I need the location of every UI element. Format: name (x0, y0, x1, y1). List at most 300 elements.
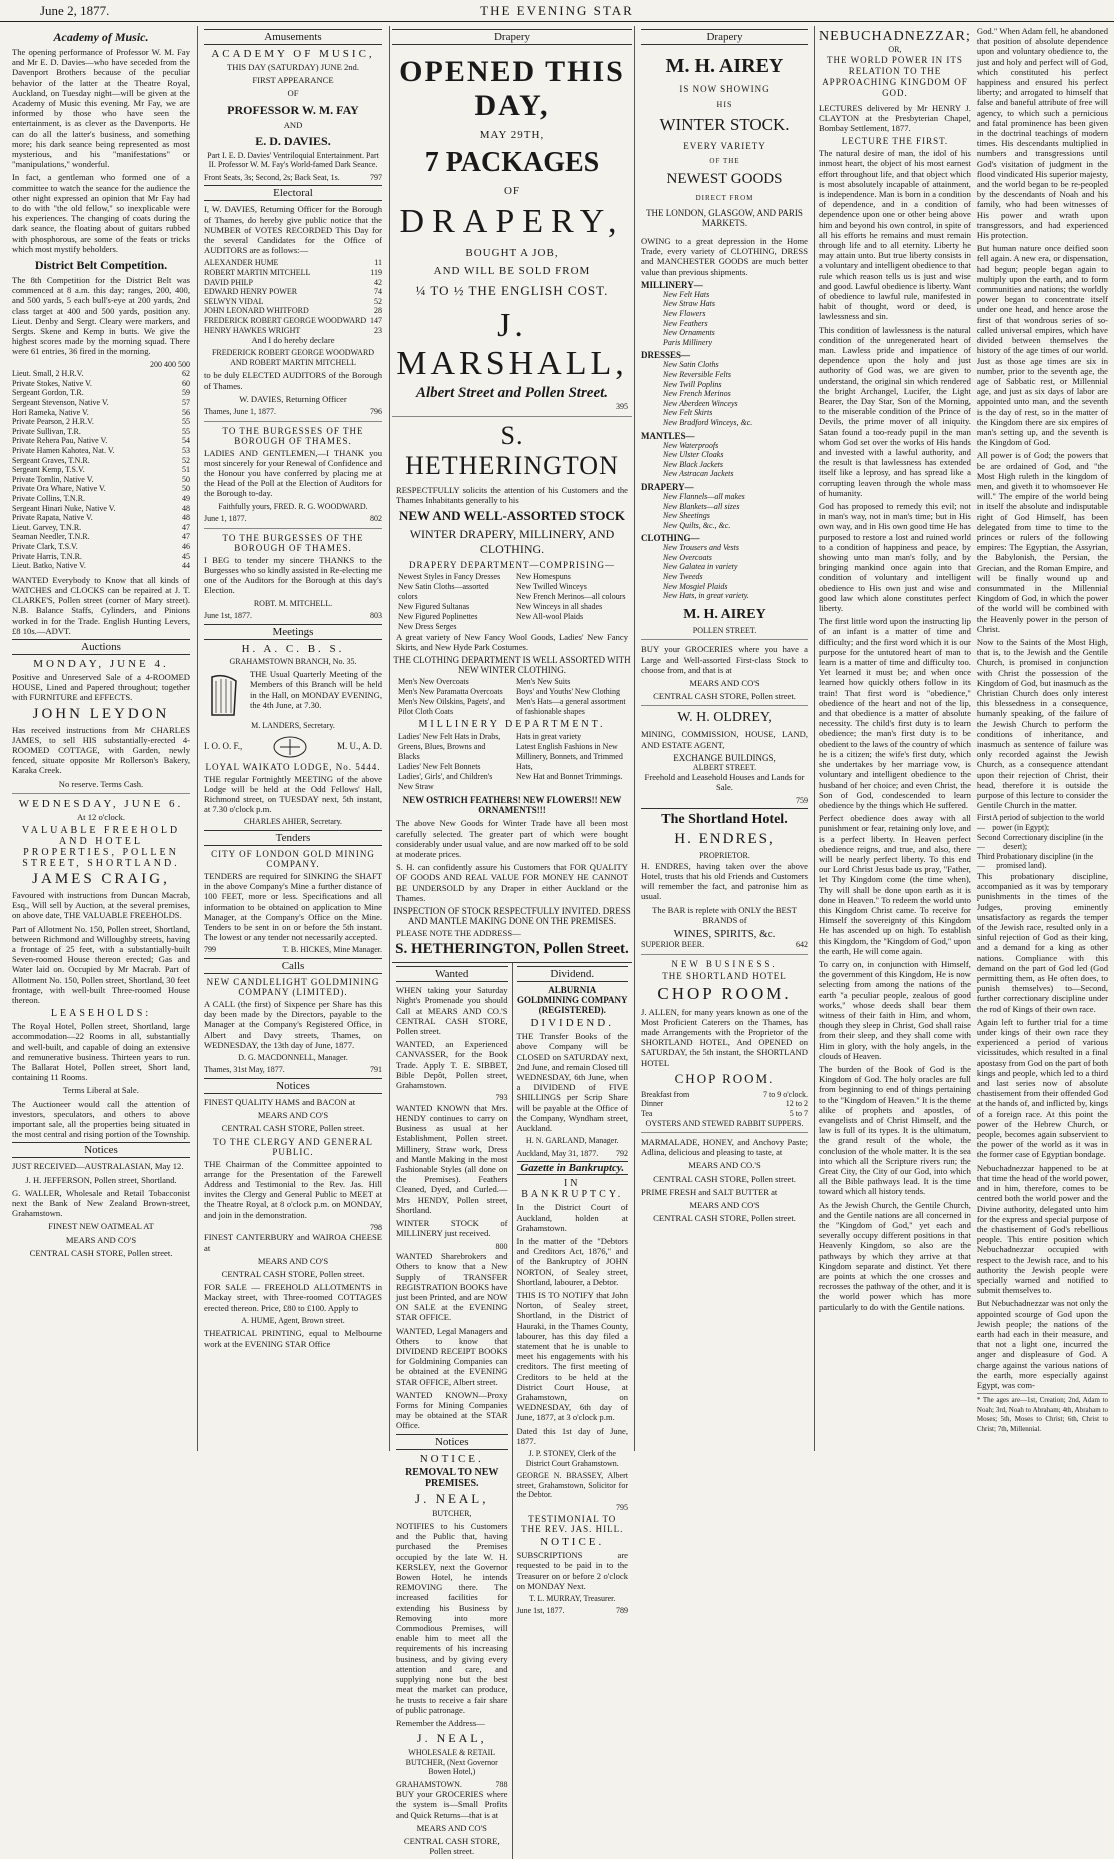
winter-heading: WINTER DRAPERY, MILLINERY, AND CLOTHING. (409, 527, 615, 556)
dept-item: New All-wool Plaids (516, 612, 584, 621)
wanted-heading: Wanted (396, 966, 508, 982)
central-store-2: CENTRAL CASH STORE, Pollen street. (653, 1173, 796, 1184)
score-row: Sergeant Hinari Nuke, Native V. 48 (12, 503, 190, 513)
matter-text: In the matter of the "Debtors and Creditors Act, 1876," and of the Bankruptcy of JOHN NORTON, of Sealey street, Shortland, labourer, a Debtor. (516, 1235, 628, 1287)
professor-name: PROFESSOR W. M. FAY (227, 102, 359, 117)
clothing-list (392, 677, 632, 717)
hams-advert: FINEST QUALITY HAMS and BACON at (204, 1097, 356, 1108)
meal-times (641, 1090, 808, 1119)
in-bankruptcy: IN BANKRUPTCY. (521, 1178, 624, 1201)
divider (641, 639, 808, 640)
divider (641, 1132, 808, 1133)
airey-item: New Straw Hats (663, 299, 716, 309)
nebu-title: NEBUCHADNEZZAR; (819, 29, 971, 44)
airey-item: New Flowers (663, 309, 706, 318)
june1st-line-2: June 1st, 1877. 789 (516, 1606, 628, 1616)
central-store: CENTRAL CASH STORE, Pollen street. (653, 691, 796, 702)
clothing-item: Men's New Suits (516, 677, 571, 687)
score-row: Private Collins, T.N.R. 49 (12, 494, 190, 503)
lecture-left (819, 26, 971, 1437)
neal-notice: NOTIFIES to his Customers and the Public that, having purchased the Premises occupied by the late W. H. KERSLEY, next the Governor Bowen Hotel, he intends REMOVING there. The increased facilities for extending his Business by Removing into more Commodious Premises, will enable him to meet all the requirements of his increasing business, and by giving every attention and care, and supplying none but the best meat the market can produce, he trusts to receive a fair share of public patronage. (396, 1521, 508, 1715)
divider (12, 793, 190, 794)
score-row: Private Tomlin, Native V. 50 (12, 474, 190, 484)
period-row: Third— Probationary discipline (in the promised land). (976, 851, 1094, 871)
allen-notice: J. ALLEN, for many years known as one of the Most Proficient Caterers on the Thames, has made Arrangements with the Proprietor of the SHORTLAND HOTEL, And OPENED on SATURDAY, the 5th instant, the SHORTLAND HOTEL (641, 1006, 808, 1068)
drapery-headline: DRAPERY, (399, 203, 625, 240)
burgess-heading-1: TO THE BURGESSES OF THE BOROUGH OF THAMES. (222, 425, 364, 446)
thames-date-line: Thames, June 1, 1877. 796 (204, 406, 382, 416)
num759: 759 (796, 795, 808, 805)
lodge-title: LOYAL WAIKATO LODGE, No. 5444. (205, 761, 381, 772)
score-row: Private Clark, T.S.V. 46 (12, 541, 190, 551)
every-variety: EVERY VARIETY (683, 141, 766, 151)
airey-category: DRESSES— (641, 350, 691, 361)
hacb-notice: THE Usual Quarterly Meeting of the Members of this Branch will be held in the Hall, on MONDAY EVENING, the 4th June, at 7.30. (250, 669, 382, 710)
dept-item: New Homespuns (516, 572, 571, 581)
airey-name: M. H. AIREY (665, 55, 784, 77)
beg-notice: I BEG to tender my sincere THANKS to the Burgesses who so kindly assisted in Re-electing me one of the Auditors for the Borough at this day's Election. (204, 554, 382, 596)
airey-item: New Quilts, &c., &c. (663, 520, 731, 530)
dividend-column (513, 963, 633, 1859)
airey-lists (641, 280, 808, 601)
davies-name: E. D. DAVIES. (255, 133, 331, 148)
music-article: The opening performance of Professor W. M. Fay and Mr E. D. Davies—who have seceded from the Davenport Brothers because of the peculiar behavior of the latter at the Theatre Royal, Auckland, on Tuesday night—will be given at the Academy of Music this evening. Mr Fay, we are informed by those who have seen the entertainment, is as clever as the Davenports. He can do all the latter's business, and something more; his dark seance being represented as most mysterious, and his "manifestations" or "manipulations," wonderful. (12, 47, 190, 170)
meetings-heading: Meetings (204, 624, 382, 640)
waller-advert: G. WALLER, Wholesale and Retail Tobacconist next the Bank of New Zealand Brown-street, Grahamstown. (12, 1187, 190, 1219)
mears-name-3: MEARS AND CO'S (689, 1200, 760, 1211)
will-text: AND WILL BE SOLD FROM (433, 265, 591, 277)
meal-row: Breakfast from 7 to 9 o'clock. (641, 1089, 808, 1099)
column-1 (8, 26, 194, 1451)
dept-item: Newest Styles in Fancy Dresses (398, 572, 501, 581)
lecture-p15: Nebuchadnezzar happened to be at that time the head of the world power, and in him, therefore, comes to be centred both the world power and the Divine authority, delegated unto him for the express and special purpose of the chastisement of God's rebellious people. This entire position which Nebuchadnezzar occupied with respect to the Jewish race, and to his authority the Jewish people were specially warned and notified to submit themselves to. (976, 1162, 1108, 1296)
endres-notice: H. ENDRES, having taken over the above Hotel, trusts that his old Friends and Customers will remember the fact, and patronise him as usual. (641, 860, 808, 902)
electoral-heading: Electoral (204, 185, 382, 201)
his-text: HIS (716, 100, 733, 109)
grahamstown-line: GRAHAMSTOWN. 788 (396, 1779, 508, 1789)
column-5 (637, 26, 812, 1451)
column-rule (197, 26, 198, 1451)
airey-category: DRAPERY— (641, 481, 694, 492)
owing-text: OWING to a great depression in the Home Trade, every variety of CLOTHING, DRESS and MANCHESTER GOODS are much better value than previous shipments. (641, 236, 808, 277)
dept-item: New Winceys in all shades (516, 602, 603, 611)
newspaper-title: THE EVENING STAR (480, 3, 634, 18)
oysters-text: OYSTERS AND STEWED RABBIT SUPPERS. (645, 1118, 804, 1128)
central-store: CENTRAL CASH STORE, Pollen street. (403, 1836, 500, 1857)
amusements-heading: Amusements (204, 29, 382, 45)
music-heading: Academy of Music. (53, 30, 149, 44)
chop-room: CHOP ROOM. (657, 983, 792, 1003)
score-row: Private Rehera Pau, Native V. 54 (12, 436, 190, 446)
airey-item: New Waterproofs (663, 440, 719, 450)
score-row: Private Pearson, 2 H.R.V. 55 (12, 417, 190, 427)
score-row: Private Hamen Kahotea, Nat. V. 53 (12, 446, 190, 456)
lectures-intro: LECTURES delivered by Mr HENRY J. CLAYTON at the Presbyterian Chapel, Bombay Settlement, 1877. (819, 102, 971, 133)
davies-signature: W. DAVIES, Returning Officer (239, 393, 347, 404)
clothing-dept: THE CLOTHING DEPARTMENT IS WELL ASSORTED WITH NEW WINTER CLOTHING. (393, 655, 631, 676)
lecture-p14: Again left to further trial for a time under kings of their own race they experienced a period of various vicissitudes, which resulted in a final apostasy from God on the part of both kings and people, which led to a third and last series now of absolute chastisement from their offended God at the hands of, and inflicted by, kings of a foreign race. At this point the power of the Hebrew Church, or people, becomes again subservient to the power of the world as it was in the former case of Egyptian bondage. (976, 1016, 1108, 1160)
dated-text: Dated this 1st day of June, 1877. (516, 1425, 628, 1446)
landers-signature: M. LANDERS, Secretary. (251, 721, 335, 731)
score-row: Private Harris, T.N.R. 45 (12, 551, 190, 561)
bankruptcy-notice: THIS IS TO NOTIFY that John Norton, of Sealey street, Shortland, in the District of Hauraki, in the Thames County, labourer, has this day filed a statement that he is unable to meet his engagements with his creditors. The first meeting of Creditors to be held at the District Court House, at Grahamstown, on WEDNESDAY, 6th day of June, 1877, at 3 o'clock p.m. (516, 1289, 628, 1423)
declare-text: And I do hereby declare (251, 335, 335, 346)
vote-row: ROBERT MARTIN MITCHELL 119 (204, 268, 382, 278)
mears-name-2: MEARS AND CO.'S (688, 1160, 761, 1171)
belt-heading: District Belt Competition. (34, 258, 168, 273)
mears-name-2: MEARS AND CO'S (257, 1255, 329, 1266)
groceries-advert: BUY your GROCERIES where you have a Large and Well-assorted First-class Stock to choose from, and that is at (641, 644, 808, 675)
notices-heading: Notices (12, 1142, 190, 1158)
mears-name: MEARS AND CO'S (65, 1234, 137, 1245)
bought-text: BOUGHT A JOB, (465, 247, 559, 259)
airey-item: New Sheetings (663, 511, 710, 521)
central-store-3: CENTRAL CASH STORE, Pollen street. (653, 1213, 796, 1224)
central-store-2: CENTRAL CASH STORE, Pollen street. (221, 1269, 365, 1280)
harp-icon (204, 671, 244, 719)
endres-name: H. ENDRES, (674, 831, 775, 848)
masthead (0, 0, 1114, 22)
goods-text: The above New Goods for Winter Trade have all been most carefully selected. The greater part of which were bought considerably under usual value, and are now marked off to be sold at moderate prices. (396, 818, 628, 860)
vote-row: SELWYN VIDAL 52 (204, 296, 382, 306)
confident-text: S. H. can confidently assure his Customers that FOR QUALITY OF GOODS AND REAL VALUE FOR MONEY HE CANNOT BE UNDERSOLD by any Draper in either Auckland or the Thames. (396, 862, 628, 903)
leaseholds-text: The Royal Hotel, Pollen street, Shortland, large accommodation—22 Rooms in all, substantially and well-built, and capable of doing an extensive and remunerative business. Thirteen years to run. The Ballarat Hotel, Pollen street, Short land, containing 11 Rooms. (12, 1021, 190, 1083)
remember-text: Remember the Address— (396, 1717, 485, 1728)
airey-item: New Trousers and Vests (663, 543, 739, 553)
scores-header: 200 400 500 (150, 359, 190, 369)
divider (641, 705, 808, 706)
subscriptions-notice: SUBSCRIPTIONS are requested to be paid in to the Treasurer on or before 2 o'clock on MONDAY Next. (516, 1550, 628, 1591)
vote-row: JOHN LEONARD WHITFORD 28 (204, 306, 382, 316)
airey-item: New Felt Skirts (663, 408, 713, 418)
direct-from: DIRECT FROM (695, 194, 754, 202)
lecture-p3: God has proposed to remedy this evil; not in man's way, not in man's time; but in His own way, and in His own good time He has purposed to restore a lost and ruined world to a condition of happiness and peace, by showing unto man man's folly, and by bringing mankind once again into that condition of voluntary and intelligent obedience to His own just and wise and good law which alone constitutes perfect liberty. (819, 501, 971, 614)
millinery-list-right (516, 732, 626, 792)
millinery-item: Hats in great variety (516, 732, 582, 742)
lodge-notice: THE regular Fortnightly MEETING of the above Lodge will be held at the Odd Fellows' Hall, Richmond street, on TUESDAY next, 5th instant, at 7.30 o'clock p.m. (204, 773, 382, 815)
gazette-heading: Gazette in Bankruptcy. (517, 1161, 629, 1175)
craig-allotments: Part of Allotment No. 150, Pollen street, Shortland, between Richmond and Willoughby streets, having a frontage of 25 feet, with a substantially-built Seven-roomed House thereon erected; Gas and Water laid on. Occupied by Mr Macrab. Part of Allotment No. 150, Pollen street, Shortland, 30 feet frontage, with well-built Three-roomed House thereon. (12, 923, 190, 1006)
dept-item: New Figured Sultanas (398, 602, 470, 611)
lecture-right (977, 26, 1108, 1437)
dept-list-right (516, 572, 626, 632)
wanted-1: WHEN taking your Saturday Night's Promenade you should Call at MEARS AND CO.'S CENTRAL CASH STORE, Pollen street. (396, 985, 508, 1037)
millinery-item: Ladies' New Felt Bonnets (398, 762, 481, 772)
packages-headline: 7 PACKAGES (424, 147, 600, 178)
craig-advert: Favoured with instructions from Duncan Macrab, Esq., Will sell by Auction, at the several premises, on above date, THE VALUABLE FREEHOLDS. (12, 890, 190, 921)
clothing-item: Men's New Oilskins, Pagets', and Pilot Cloth Coats (398, 697, 505, 717)
notice-title-2: NOTICE. (540, 1536, 605, 1549)
score-row: Sergeant Kemp, T.S.V. 51 (12, 465, 190, 475)
music-article-cont: In fact, a gentleman who formed one of a committee to watch the seance for the audience the other night expressed an opinion that Mr Fay had to do with "the old fellow," so inexplicable were his experiences. The changing of coats during the dark seance, the floating about of guitars rubbed with phosphorous, are some of the feats or tricks which most mystify beholders. (12, 172, 190, 254)
divider (204, 528, 382, 529)
ahier-signature: CHARLES AHIER, Secretary. (243, 817, 343, 827)
airey-item: New Astracan Jackets (663, 469, 734, 479)
hacb-title: H. A. C. B. S. (241, 642, 345, 655)
may-date: MAY 29TH, (479, 129, 545, 141)
oldrey-name: W. H. OLDREY, (677, 710, 772, 726)
electoral-notice: I, W. DAVIES, Returning Officer for the Borough of Thames, do hereby give public notice that the NUMBER of VOTES RECORDED This Day for the several Candidates for the Office of AUDITORS are as follows:— (204, 204, 382, 256)
vote-row: FREDERICK ROBERT GEORGE WOODWARD 147 (204, 315, 382, 325)
lecture-p9: God." When Adam fell, he abandoned that position of absolute dependence upon and voluntary obedience to, the just and holy and perfect will of God, which constituted his perfect happiness and ensured his perfect liberty; and arrogated to himself that false and baneful attribute of free will agency, to which such a pernicious and fatal prominence has been given in the doctrinal teachings of modern times. His descendants multiplied in numbers and transgressions until God's visitation of judgment in the flood vindicated His superior majesty, and the world began to be re-peopled by the descendants of Noah and his family, who had been witnesses of His power and wrath upon transgressors, and had experienced His protection. (976, 26, 1108, 241)
wanted-7: WANTED KNOWN—Proxy Forms for Mining Companies may be obtained at the STAR Office. (396, 1389, 508, 1431)
periods-list (977, 813, 1108, 871)
votes-list (204, 258, 382, 335)
dept-item: New Twilled Winceys (516, 582, 587, 591)
airey-category: CLOTHING— (641, 533, 700, 544)
clothing-list-left (398, 677, 508, 717)
millinery-list-left (398, 732, 508, 792)
academy-title: ACADEMY OF MUSIC, (211, 48, 375, 60)
monday-sale: Positive and Unreserved Sale of a 4-ROOMED HOUSE, Lined and Papered throughout; together with FURNITURE and EFFECTS. (12, 671, 190, 703)
dept-list (392, 572, 632, 632)
tenders-heading: Tenders (204, 830, 382, 846)
airey-item: New Twill Poplins (663, 379, 722, 389)
wines-spirits: WINES, SPIRITS, &c. (673, 927, 776, 940)
thames31-line: Thames, 31st May, 1877. 791 (204, 1065, 382, 1075)
this-day: THIS DAY (SATURDAY) JUNE 2nd. (226, 62, 360, 72)
score-row: Hori Rameka, Native V. 56 (12, 407, 190, 417)
lecture-p4: The first little word upon the instructing lip of an infant is a matter of time and difficulty; and the first word which it is our purpose for the untutored heart of man to learn is a matter of time and difficulty too. Yet learned it must be; and when once learned how quickly others follow in its train! That first word is "obedience," obedience of the heart and not of the lip, and that obedience is a matter of absolute necessity. The child's first duty is to learn obedience; the man's first duty is to be obedient to the laws of the country of which he is a citizen; the wife's first duty, which she undertakes by her marriage vow, is voluntary and intelligent obedience to the husband of her choice; and even Christ, the Son of God, condescended to learn obedience by the things which He suffered. (819, 616, 971, 810)
millinery-item: Ladies', Girls', and Children's New Straw (398, 772, 493, 792)
macdonnell-signature: D. G. MACDONNELL, Manager. (238, 1052, 348, 1062)
vote-row: HENRY HAWKES WRIGHT 23 (204, 325, 382, 335)
column-2 (200, 26, 386, 1451)
score-row: Private Sullivan, T.R. 55 (12, 426, 190, 436)
mining-agent: MINING, COMMISSION, HOUSE, LAND, AND ESTATE AGENT, (641, 729, 808, 750)
brassey-signature: GEORGE N. BRASSEY, Albert street, Grahamstown, Solicitor for the Debtor. (516, 1471, 628, 1500)
wednesday-heading: WEDNESDAY, JUNE 6. (18, 797, 184, 810)
airey-item: New Galatea in variety (663, 562, 738, 572)
new-stock-heading: NEW AND WELL-ASSORTED STOCK (398, 508, 626, 523)
garland-signature: H. N. GARLAND, Manager. (525, 1136, 619, 1146)
wanted-4: WINTER STOCK of MILLINERY just received. (396, 1218, 508, 1239)
lecture-p12: Now to the Saints of the Most High, that is, to the Jewish and the Gentile Church, is promised in conjunction with Christ the possession of the Kingdom of God, but inasmuch as the Christian Church does only interest this blessedness in a consequence, humanly speaking, of the failure of the Jewish Church to perform the conditions of inheritance, and inasmuch as sentence of failure was only recorded against the Jewish Church, as a consequence attendant upon their rejection of Christ, their head, therefore it is outside the purpose of this lecture to consider the Gentile Church in the matter. (976, 636, 1108, 811)
num798-line: 798 (370, 1222, 382, 1232)
alburnia-title: ALBURNIA GOLDMINING COMPANY (REGISTERED). (516, 985, 628, 1016)
airey-item: New Reversible Felts (663, 369, 731, 379)
branch-text: GRAHAMSTOWN BRANCH, No. 35. (229, 656, 357, 666)
june1-line: June 1, 1877. 802 (204, 514, 382, 524)
dept-item: New Figured Poplinettes (398, 612, 478, 621)
airey-item: New French Merinos (663, 389, 731, 399)
clothing-item: Men's New Paramatta Overcoats (398, 687, 503, 697)
candlelight-title: NEW CANDLELIGHT GOLDMINING COMPANY (LIMITED). (206, 976, 380, 997)
murray-signature: T. L. MURRAY, Treasurer. (529, 1593, 616, 1603)
world-power-title: THE WORLD POWER IN ITS RELATION TO THE APPROACHING KINGDOM OF GOD. (822, 54, 968, 98)
lecture-p6: To carry on, in conjunction with Himself, the government of this Kingdom, He is now selecting from among the nations of the earth "a peculiar people, zealous of good works," whose deeds shall bear them witness of their faith in Him, and whom, though they sleep in Christ, God shall raise from their sleep, and they shall come with Him in glory, with the holy angels, in the clouds of Heaven. (819, 958, 971, 1061)
canterbury-advert: FINEST CANTERBURY and WAIROA CHEESE at (204, 1232, 382, 1253)
clothing-item: Men's New Overcoats (398, 677, 469, 687)
showing-text: IS NOW SHOWING (679, 84, 770, 94)
dividend-notice: THE Transfer Books of the above Company will be CLOSED on SATURDAY next, 2nd June, and remain Closed till WEDNESDAY, 6th June, when a DIVIDEND of FIVE SHILLINGS per Scrip Share will be payable at the Office of the Company, Wyndham street, Auckland. (516, 1031, 628, 1134)
inspection-text: INSPECTION OF STOCK RESPECTFULLY INVITED. DRESS AND MANTLE MAKING DONE ON THE PREMISES. (393, 906, 631, 927)
drapery-heading: Drapery (392, 29, 632, 45)
tender-notice: TENDERS are required for SINKING the SHAFT in the above Company's Mine a further distance of 100 FEET, more or less. Specifications and all information to be obtained on application to Mine Manager, at the Company's Office on the Mine. Tenders to be sent in on or before the 5th instant. The lowest or any tender not necessarily accepted. (204, 870, 382, 943)
dividend-title: DIVIDEND. (530, 1017, 614, 1030)
shortland-hotel-caps: THE SHORTLAND HOTEL (662, 970, 787, 981)
craig-name: JAMES CRAIG, (32, 871, 170, 887)
exchange-buildings: EXCHANGE BUILDINGS, (673, 752, 776, 763)
millinery-dept: MILLINERY DEPARTMENT. (418, 719, 606, 731)
forsale-advert: FOR SALE — FREEHOLD ALLOTMENTS in Mackay street, with Three-roomed COTTAGES erected thereon. Price, £80 to £100. Apply to (204, 1282, 382, 1313)
mitchell-signature: ROBT. M. MITCHELL. (253, 598, 333, 608)
marshall-address: Albert Street and Pollen Street. (415, 385, 609, 401)
ioof-line: I. O. O. F., M. U., A. D. (204, 734, 382, 760)
elected-text: to be duly ELECTED AUDITORS of the Borough of Thames. (204, 370, 382, 391)
divider (392, 416, 632, 417)
scores-table (12, 369, 190, 570)
lecture-p10: But human nature once deified soon fell again. A new era, or dispensation, had begun; people began again to multiply upon the earth, and to form communities and nations; the worldly power began to concentrate itself under one head, and hence arose the first of that wondrous series of so-called universal empires, which have divided between themselves the history of the age times of our world. Just as those age times are six in number, prior to the seventh age, the age of Sabbatic rest, or Millennial age, and just as six days of labor are appointed unto man, and the seventh is the day of rest, so in the matter of the Kingdom there are six empires of man's setting up, and the seventh is the Kingdom of God. (976, 243, 1108, 448)
clergy-title: TO THE CLERGY AND GENERAL PUBLIC. (213, 1136, 373, 1157)
call-notice: A CALL (the first) of Sixpence per Share has this day been made by the Directors, payable to the Manager at the Company's Registered Office, in Albert and Davy streets, Thames, on WEDNESDAY, the 13th day of June, 1877. (204, 998, 382, 1050)
score-row: Lieut. Batko, Native V. 44 (12, 561, 190, 571)
wanted-3: WANTED KNOWN that Mrs. HENDY continues to carry on Business as usual at her Establishment, Pollen street. Millinery, Straw work, Dress and Mantle Making in the most Fashionable Styles (all done on the Premises). Feathers Cleaned, Dyed, and Curled.—Mrs HENDY, Pollen street, Shortland. (396, 1102, 508, 1215)
auctioneer-note: The Auctioneer would call the attention of investors, speculators, and others to above important sale, all the properties being situated in the most central and rising portion of the Township. (12, 1098, 191, 1140)
column-3 (392, 26, 632, 1857)
or-text: OR, (888, 45, 902, 54)
and-text: AND (283, 119, 303, 130)
please-note: PLEASE NOTE THE ADDRESS— (396, 928, 521, 939)
airey-item: New Mosgiel Plaids (663, 581, 728, 591)
prices-line: Front Seats, 3s; Second, 2s; Back Seat, 1s. 797 (204, 172, 382, 182)
notices-heading-3: Notices (396, 1434, 508, 1450)
drapery-dept: DRAPERY DEPARTMENT—COMPRISING— (408, 560, 616, 570)
drapery-heading-2: Drapery (641, 29, 808, 45)
hetherington-name: S. HETHERINGTON (405, 420, 619, 480)
winter-stock: WINTER STOCK. (659, 115, 790, 134)
notice-title: NOTICE. (419, 1452, 484, 1465)
leydon-terms: No reserve. Terms Cash. (58, 778, 144, 789)
june1st-line: June 1st, 1877. 803 (204, 611, 382, 620)
of-text: OF (503, 185, 521, 197)
mears-name: MEARS AND CO'S (689, 677, 760, 688)
valuable-heading: VALUABLE FREEHOLD AND HOTEL PROPERTIES, POLLEN STREET, SHORTLAND. (21, 825, 181, 869)
newest-goods: NEWEST GOODS (666, 171, 783, 187)
airey-item: New Flannels—all makes (663, 491, 745, 501)
issue-date: June 2, 1877. (40, 3, 110, 18)
clergy-notice: THE Chairman of the Committee appointed to arrange for the Presentation of the Farewell Address and Testimonial to the Rev. Jas. Hill invites the Clergy and General Public to MEET at the Theatre Royal, at 8 o'clock p.m. on MONDAY, and join in the demonstration. (204, 1158, 382, 1220)
airey-item: New Tweeds (663, 572, 703, 582)
score-row: Seaman Needler, T.N.R. 47 (12, 532, 190, 542)
lecture-p8: As the Jewish Church, the Gentile Church, and the Gentile nations are all concerned in the "Kingdom of God," yet each and severally occupy different positions in that Heavenly Kingdom, so also are the pathways by which they arrive at that Kingdom separate and distinct. Yet there are points at which the one crosses and recrosses the pathway of the other, and it is the world power which has more particularly to do with the Gentile nations. (819, 1199, 971, 1312)
proprietor: PROPRIETOR. (699, 851, 750, 861)
dept-item: New Dress Serges (398, 622, 457, 631)
city-title: CITY OF LONDON GOLD MINING COMPANY. (211, 848, 375, 869)
period-row: Second— Correctionary discipline (in the desert); (976, 832, 1104, 852)
neal-name: J. NEAL, (415, 1490, 489, 1506)
neal-name-2: J. NEAL, (416, 1731, 487, 1746)
airey-item: New Feathers (663, 318, 708, 328)
airey-item: New Satin Cloths (663, 360, 719, 370)
auctions-heading: Auctions (12, 639, 190, 655)
clothing-list-right (516, 677, 626, 717)
auckland-line: Auckland, May 31, 1877. 792 (516, 1148, 628, 1158)
score-row: Private Rapata, Native V. 48 (12, 513, 190, 523)
score-row: Sergeant Stevenson, Native V. 57 (12, 398, 190, 408)
hetherington-address: S. HETHERINGTON, Pollen Street. (395, 941, 629, 958)
wednesday-time: At 12 o'clock. (76, 811, 126, 822)
lecture-p7: The burden of the Book of God is the Kingdom of God. The holy oracles are full from beginning to end of things pertaining to the "Kingdom of Heaven." It is the theme alike of prophets and apostles, of evangelists and of Christ Himself, and the law is full of its types. It is the ultimatum, the grand result of the whole, the conclusion of the whole matter. It is the sea into which all the Scripture rivers run; the Great City, the City of our God, into which all the Bible pathways lead. It is the time toward which all history tends. (819, 1063, 971, 1197)
of-text: OF (287, 88, 299, 99)
airey-item: New Black Jackets (663, 459, 723, 469)
airey-item: New Ornaments (663, 328, 715, 338)
hickes-line: 799 T. B. HICKES, Mine Manager. (204, 945, 382, 955)
lecture-p13: This probationary discipline, accompanied as it was by temporary punishments in the times of the Judges, proving eminently unsatisfactory as regards the temper of the Jewish race, resulted only in a sinful rejection of God as their king, and a demand for a king as other nations. Compliance with this demand on the part of God led (God permitting them, as He often does, to punish themselves) to—Second, further correctionary discipline under the rod of Kings of their own race. (976, 871, 1108, 1014)
burgess-heading-2: TO THE BURGESSES OF THE BOROUGH OF THAMES. (222, 532, 364, 553)
new-business: NEW BUSINESS. (671, 958, 778, 969)
airey-item: New Ulster Cloaks (663, 450, 724, 460)
first-appearance: FIRST APPEARANCE (252, 75, 334, 86)
jefferson: J. H. JEFFERSON, Pollen street, Shortland. (25, 1174, 177, 1185)
millinery-item: Latest English Fashions in New Millinery, Bonnets, and Trimmed Hats, (516, 742, 623, 772)
dept-item: New French Merinos—all colours (516, 592, 626, 601)
removal-title: REMOVAL TO NEW PREMISES. (405, 1466, 499, 1489)
vote-row: DAVID PHILP 42 (204, 277, 382, 287)
period-row: First— A period of subjection to the world power (in Egypt); (976, 813, 1105, 833)
airey-category: MILLINERY— (641, 279, 703, 290)
airey-item: New Aberdeen Winceys (663, 398, 738, 408)
lecture-first: LECTURE THE FIRST. (841, 136, 949, 147)
butter-advert: PRIME FRESH and SALT BUTTER at (641, 1186, 778, 1197)
london-markets: THE LONDON, GLASGOW, AND PARIS MARKETS. (646, 208, 803, 228)
albert-street: ALBERT STREET. (692, 762, 757, 772)
notices-heading-2: Notices (204, 1078, 382, 1094)
bar-text: The BAR is replete with ONLY the BEST BRANDS of (652, 904, 797, 925)
emblem-icon (271, 734, 309, 760)
divider (204, 421, 382, 422)
testimonial-title: TESTIMONIAL TO THE REV. JAS. HILL. (521, 1514, 624, 1535)
num800: 800 (495, 1241, 508, 1251)
central-store: CENTRAL CASH STORE, Pollen street. (29, 1247, 173, 1258)
wholesale-text: WHOLESALE & RETAIL BUTCHER, (Next Governor Bowen Hotel,) (405, 1748, 498, 1777)
just-received: JUST RECEIVED—AUSTRALASIAN, May 12. (12, 1161, 184, 1172)
butcher-text: BUTCHER, (432, 1508, 472, 1518)
hetherington-intro: RESPECTFULLY solicits the attention of his Customers and the Thames Inhabitants generally to his (396, 484, 628, 505)
column-rule (634, 26, 635, 1451)
score-row: Private Ora Whare, Native V. 50 (12, 484, 190, 494)
ladies-notice: LADIES AND GENTLEMEN,—I THANK you most sincerely for your Renewal of Confidence and the Honour you have conferred by placing me at the Head of the Poll at the Election of Auditors for the Borough to-day. (204, 447, 382, 499)
wanted-5: WANTED Sharebrokers and Others to know that a New Supply of TRANSFER REGISTRATION BOOKS have just been Printed, and are NOW ON SALE at the EVENING STAR OFFICE. (396, 1251, 508, 1323)
millinery-item: New Hat and Bonnet Trimmings. (516, 772, 623, 782)
belt-article: The 8th Competition for the District Belt was commenced at 8 a.m. this day; ranges, 200, 400, and 500 yards, 5 each bull's-eye at 200 yards, 2nd class target at 400 and 500 yards, position any. Lieut. Denby and Sergt. Cleary were markers, and Sergts. Skene and Kemp in butts. We give the highest scores made by the morning squad. There were 61 entries, 36 fired in the morning. (12, 275, 190, 357)
num395-line: 395 (616, 402, 628, 411)
leaseholds-heading: LEASEHOLDS: (50, 1008, 152, 1020)
score-row: Sergeant Graves, T.N.R. 52 (12, 455, 190, 465)
buy-advert: BUY your GROCERIES where the system is—Small Profits and Quick Returns—that is at (396, 1789, 508, 1820)
meal-row: Dinner 12 to 2 (641, 1099, 808, 1109)
central-store: CENTRAL CASH STORE, Pollen street. (221, 1123, 365, 1134)
divider (641, 954, 808, 955)
opened-headline: OPENED THIS DAY, (399, 55, 625, 122)
hume-signature: A. HUME, Agent, Brown street. (241, 1315, 345, 1325)
column-6 (817, 26, 1110, 1451)
theatrical-advert: THEATRICAL PRINTING, equal to Melbourne work at the EVENING STAR Office (204, 1328, 382, 1349)
pollen-street: POLLEN STREET. (692, 625, 757, 635)
vote-row: ALEXANDER HUME 11 (204, 258, 382, 268)
monday-heading: MONDAY, JUNE 4. (33, 657, 169, 670)
dividend-heading: Dividend. (517, 966, 629, 982)
freehold-text: Freehold and Leasehold Houses and Lands for Sale. (644, 772, 805, 793)
millinery-list (392, 732, 632, 792)
airey-item: New Blankets—all sizes (663, 501, 740, 511)
column-rule (389, 26, 390, 1451)
dept-list-left (398, 572, 508, 632)
parts-text: Part I. E. D. Davies' Ventriloquial Entertainment. Part II. Professor W. M. Fay's World-famed Dark Seance. (207, 150, 379, 170)
airey-item: New Overcoats (663, 552, 712, 562)
lecture-p2: This condition of lawlessness is the natural condition of the unregenerated heart of man. Lawless pride and impatience of dependence upon the holy and just authority of God was, we are given to understand, the original sin which rendered the bright Archangel, Lucifer, the Light Bearer, the Day Star, Son of the Morning, to the miserable condition of the Prince of Devils, the prime mover of all iniquity. Satan found a too-ready pupil in the man whom God set over the works of His hands and invested with a lawful authority, and the result is that lawlessness has extended itself like a leprosy, and has spread like a corrupting leaven through the whole mass of humanity. (819, 324, 971, 498)
column-rule (814, 26, 815, 1451)
